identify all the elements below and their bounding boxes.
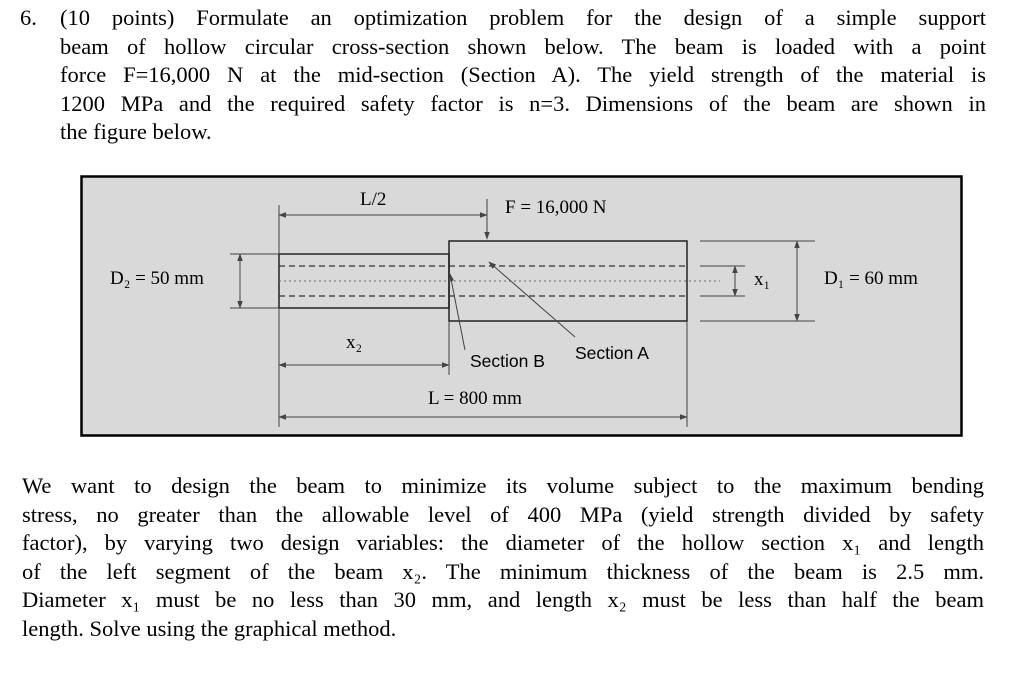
description-line: of the left segment of the beam x₂. The minimum thickness of the beam is 2.5 mm.: [22, 558, 984, 584]
description-line: Diameter x₁ must be no less than 30 mm, and length x₂ must be less than half the beam: [22, 587, 984, 613]
force-label: F = 16,000 N: [505, 197, 607, 218]
length-label: L = 800 mm: [428, 388, 522, 409]
problem-line: (10 points) Formulate an optimization problem for the design of a simple support: [60, 5, 986, 30]
problem-line: 1200 MPa and the required safety factor is n=3. Dimensions of the beam are shown in: [60, 90, 986, 116]
problem-line: force F=16,000 N at the mid-section (Section A). The yield strength of the material is: [60, 62, 986, 88]
problem-statement: [20, 4, 986, 147]
beam-figure: [80, 175, 963, 437]
description-line: length. Solve using the graphical method.: [22, 615, 397, 641]
x1-label: x₁: [754, 269, 771, 290]
design-description: [22, 472, 984, 644]
description-line: factor), by varying two design variables: the diameter of the hollow section x₁ and length: [22, 530, 984, 556]
section-a-label: Section A: [575, 343, 649, 363]
problem-line: the figure below.: [60, 119, 212, 145]
description-line: stress, no greater than the allowable level of 400 MPa (yield strength divided by safety: [22, 501, 984, 527]
problem-text: [60, 4, 986, 147]
half-length-label: L/2: [360, 189, 387, 210]
d2-label: D₂ = 50 mm: [110, 268, 204, 289]
problem-number: 6.: [20, 5, 37, 30]
x2-label: x₂: [346, 332, 363, 353]
section-b-label: Section B: [470, 351, 545, 371]
d1-label: D₁ = 60 mm: [824, 268, 918, 289]
problem-line: beam of hollow circular cross-section shown below. The beam is loaded with a point: [60, 33, 986, 59]
description-line: We want to design the beam to minimize its volume subject to the maximum bending: [22, 473, 984, 498]
